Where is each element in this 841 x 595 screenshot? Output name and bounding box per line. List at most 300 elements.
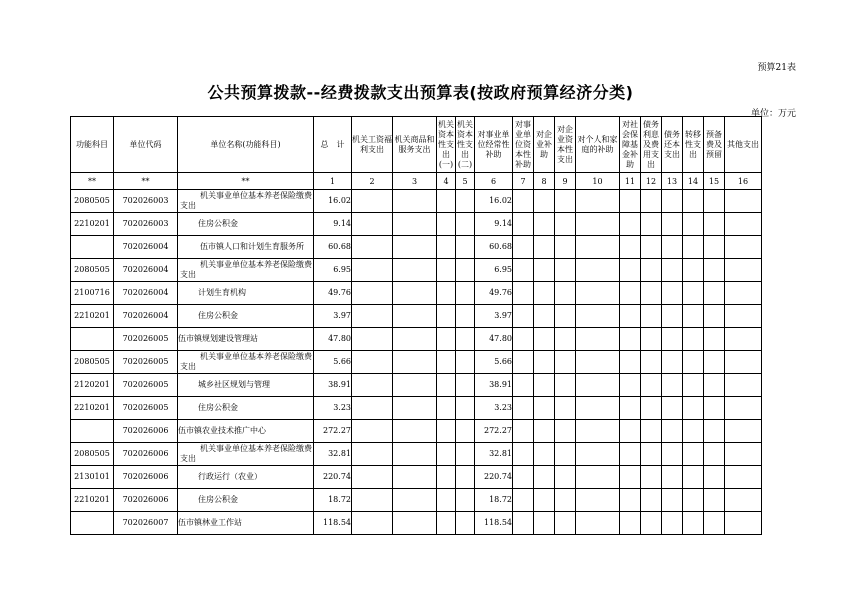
value-cell — [662, 305, 683, 328]
col-header: 对事业单位资本性补助 — [513, 117, 534, 173]
value-cell — [513, 259, 534, 282]
table-row — [71, 443, 762, 466]
value-cell — [534, 190, 555, 213]
index-cell: 7 — [513, 173, 534, 190]
col-header: 机关资本性支出(二) — [456, 117, 475, 173]
value-cell — [620, 328, 641, 351]
value-cell — [555, 397, 576, 420]
col-header: 转移性支出 — [683, 117, 704, 173]
value-cell — [576, 420, 620, 443]
value-cell — [662, 190, 683, 213]
subsidy-cell: 47.80 — [475, 328, 513, 351]
index-cell: 12 — [641, 173, 662, 190]
value-cell — [555, 374, 576, 397]
value-cell — [683, 305, 704, 328]
value-cell — [513, 190, 534, 213]
value-cell — [437, 282, 456, 305]
unit-code-cell: 702026005 — [114, 397, 178, 420]
subsidy-cell: 16.02 — [475, 190, 513, 213]
value-cell — [456, 512, 475, 535]
value-cell — [437, 305, 456, 328]
value-cell — [704, 374, 725, 397]
value-cell — [437, 190, 456, 213]
table-row — [71, 259, 762, 282]
value-cell — [662, 420, 683, 443]
value-cell — [393, 236, 437, 259]
index-cell: 8 — [534, 173, 555, 190]
value-cell — [683, 397, 704, 420]
value-cell — [683, 213, 704, 236]
value-cell — [437, 351, 456, 374]
value-cell — [725, 420, 762, 443]
total-cell: 18.72 — [314, 489, 352, 512]
unit-label: 单位：万元 — [750, 109, 796, 119]
total-cell: 118.54 — [314, 512, 352, 535]
value-cell — [576, 466, 620, 489]
col-header: 机关资本性支出(一) — [437, 117, 456, 173]
value-cell — [576, 374, 620, 397]
value-cell — [513, 466, 534, 489]
value-cell — [437, 259, 456, 282]
value-cell — [513, 328, 534, 351]
value-cell — [704, 213, 725, 236]
value-cell — [662, 397, 683, 420]
value-cell — [555, 236, 576, 259]
total-cell: 6.95 — [314, 259, 352, 282]
value-cell — [513, 489, 534, 512]
col-header: 对企业资本性支出 — [555, 117, 576, 173]
subsidy-cell: 6.95 — [475, 259, 513, 282]
index-cell: 2 — [352, 173, 393, 190]
value-cell — [555, 420, 576, 443]
value-cell — [704, 190, 725, 213]
total-cell: 3.23 — [314, 397, 352, 420]
value-cell — [704, 443, 725, 466]
function-code-cell: 2210201 — [71, 305, 114, 328]
index-cell: 6 — [475, 173, 513, 190]
index-cell: 5 — [456, 173, 475, 190]
value-cell — [513, 397, 534, 420]
col-header: 预备费及预留 — [704, 117, 725, 173]
table-row — [71, 190, 762, 213]
value-cell — [352, 282, 393, 305]
value-cell — [683, 489, 704, 512]
value-cell — [725, 328, 762, 351]
function-code-cell: 2080505 — [71, 351, 114, 374]
value-cell — [393, 282, 437, 305]
value-cell — [641, 213, 662, 236]
unit-code-cell: 702026005 — [114, 351, 178, 374]
value-cell — [456, 351, 475, 374]
value-cell — [352, 259, 393, 282]
value-cell — [437, 420, 456, 443]
value-cell — [576, 443, 620, 466]
value-cell — [662, 236, 683, 259]
table-row — [71, 351, 762, 374]
table-row — [71, 305, 762, 328]
value-cell — [641, 259, 662, 282]
total-cell: 38.91 — [314, 374, 352, 397]
subsidy-cell: 60.68 — [475, 236, 513, 259]
value-cell — [352, 512, 393, 535]
value-cell — [437, 374, 456, 397]
subsidy-cell: 272.27 — [475, 420, 513, 443]
page-title: 公共预算拨款--经费拨款支出预算表(按政府预算经济分类) — [207, 83, 634, 102]
function-code-cell — [71, 236, 114, 259]
value-cell — [576, 489, 620, 512]
value-cell — [437, 443, 456, 466]
value-cell — [662, 443, 683, 466]
value-cell — [576, 397, 620, 420]
value-cell — [662, 259, 683, 282]
value-cell — [456, 282, 475, 305]
col-header: 机关工资福利支出 — [352, 117, 393, 173]
total-cell: 220.74 — [314, 466, 352, 489]
index-cell: 9 — [555, 173, 576, 190]
value-cell — [555, 328, 576, 351]
value-cell — [662, 282, 683, 305]
value-cell — [393, 374, 437, 397]
col-header: 机关商品和服务支出 — [393, 117, 437, 173]
value-cell — [437, 466, 456, 489]
value-cell — [620, 190, 641, 213]
value-cell — [534, 374, 555, 397]
index-cell: 10 — [576, 173, 620, 190]
value-cell — [456, 328, 475, 351]
value-cell — [513, 305, 534, 328]
function-code-cell — [71, 328, 114, 351]
value-cell — [576, 236, 620, 259]
value-cell — [641, 351, 662, 374]
index-row — [71, 173, 762, 190]
table-row — [71, 213, 762, 236]
table-row — [71, 420, 762, 443]
value-cell — [704, 282, 725, 305]
value-cell — [620, 443, 641, 466]
value-cell — [620, 282, 641, 305]
total-cell: 5.66 — [314, 351, 352, 374]
value-cell — [683, 466, 704, 489]
index-cell: 14 — [683, 173, 704, 190]
value-cell — [513, 213, 534, 236]
value-cell — [513, 443, 534, 466]
subsidy-cell: 18.72 — [475, 489, 513, 512]
value-cell — [437, 328, 456, 351]
value-cell — [641, 397, 662, 420]
value-cell — [456, 190, 475, 213]
value-cell — [393, 213, 437, 236]
col-header: 债务利息及费用支出 — [641, 117, 662, 173]
value-cell — [393, 466, 437, 489]
unit-name-cell: 住房公积金 — [178, 397, 314, 420]
index-cell: 4 — [437, 173, 456, 190]
value-cell — [725, 190, 762, 213]
value-cell — [534, 420, 555, 443]
unit-code-cell: 702026006 — [114, 420, 178, 443]
value-cell — [662, 489, 683, 512]
unit-code-cell: 702026006 — [114, 443, 178, 466]
value-cell — [576, 328, 620, 351]
value-cell — [534, 351, 555, 374]
value-cell — [725, 489, 762, 512]
value-cell — [352, 328, 393, 351]
value-cell — [662, 213, 683, 236]
unit-name-cell: 住房公积金 — [178, 489, 314, 512]
index-cell: 11 — [620, 173, 641, 190]
value-cell — [725, 213, 762, 236]
col-header: 总 计 — [314, 117, 352, 173]
value-cell — [725, 443, 762, 466]
function-code-cell: 2080505 — [71, 259, 114, 282]
value-cell — [641, 305, 662, 328]
function-code-cell: 2130101 — [71, 466, 114, 489]
unit-code-cell: 702026004 — [114, 305, 178, 328]
value-cell — [620, 512, 641, 535]
col-header: 对社会保障基金补助 — [620, 117, 641, 173]
value-cell — [725, 305, 762, 328]
value-cell — [393, 190, 437, 213]
value-cell — [620, 374, 641, 397]
value-cell — [704, 328, 725, 351]
value-cell — [662, 351, 683, 374]
value-cell — [576, 259, 620, 282]
value-cell — [704, 259, 725, 282]
table-row — [71, 236, 762, 259]
table-row — [71, 282, 762, 305]
value-cell — [641, 236, 662, 259]
unit-code-cell: 702026005 — [114, 374, 178, 397]
col-header: 单位代码 — [114, 117, 178, 173]
form-number: 预算21表 — [757, 63, 796, 73]
value-cell — [513, 420, 534, 443]
unit-name-cell: 计划生育机构 — [178, 282, 314, 305]
header-row — [71, 117, 762, 173]
value-cell — [662, 512, 683, 535]
subsidy-cell: 5.66 — [475, 351, 513, 374]
unit-code-cell: 702026006 — [114, 466, 178, 489]
value-cell — [641, 374, 662, 397]
index-cell: ** — [71, 173, 114, 190]
value-cell — [456, 236, 475, 259]
value-cell — [620, 259, 641, 282]
unit-name-cell: 城乡社区规划与管理 — [178, 374, 314, 397]
subsidy-cell: 220.74 — [475, 466, 513, 489]
value-cell — [662, 374, 683, 397]
subsidy-cell: 3.23 — [475, 397, 513, 420]
value-cell — [534, 489, 555, 512]
col-header: 功能科目 — [71, 117, 114, 173]
function-code-cell: 2080505 — [71, 190, 114, 213]
value-cell — [620, 466, 641, 489]
subsidy-cell: 32.81 — [475, 443, 513, 466]
index-cell: ** — [114, 173, 178, 190]
function-code-cell: 2210201 — [71, 489, 114, 512]
table-row — [71, 397, 762, 420]
value-cell — [437, 397, 456, 420]
function-code-cell — [71, 512, 114, 535]
unit-name-cell: 机关事业单位基本养老保险缴费支出 — [178, 190, 314, 213]
value-cell — [352, 351, 393, 374]
value-cell — [513, 374, 534, 397]
value-cell — [456, 420, 475, 443]
value-cell — [662, 328, 683, 351]
total-cell: 3.97 — [314, 305, 352, 328]
value-cell — [437, 489, 456, 512]
unit-code-cell: 702026004 — [114, 282, 178, 305]
value-cell — [555, 213, 576, 236]
value-cell — [513, 282, 534, 305]
value-cell — [725, 466, 762, 489]
value-cell — [683, 259, 704, 282]
index-cell: 3 — [393, 173, 437, 190]
index-cell: 1 — [314, 173, 352, 190]
total-cell: 49.76 — [314, 282, 352, 305]
value-cell — [437, 512, 456, 535]
value-cell — [620, 397, 641, 420]
value-cell — [534, 397, 555, 420]
value-cell — [352, 374, 393, 397]
function-code-cell: 2210201 — [71, 397, 114, 420]
unit-name-cell: 伍市镇林业工作站 — [178, 512, 314, 535]
value-cell — [393, 305, 437, 328]
table-row — [71, 374, 762, 397]
value-cell — [534, 213, 555, 236]
value-cell — [641, 443, 662, 466]
total-cell: 32.81 — [314, 443, 352, 466]
budget-table — [70, 116, 762, 535]
value-cell — [456, 374, 475, 397]
col-header: 其他支出 — [725, 117, 762, 173]
value-cell — [437, 213, 456, 236]
value-cell — [393, 397, 437, 420]
table-row — [71, 489, 762, 512]
value-cell — [352, 420, 393, 443]
value-cell — [576, 213, 620, 236]
value-cell — [456, 443, 475, 466]
value-cell — [725, 236, 762, 259]
value-cell — [555, 466, 576, 489]
value-cell — [393, 489, 437, 512]
value-cell — [620, 305, 641, 328]
value-cell — [555, 282, 576, 305]
value-cell — [725, 397, 762, 420]
value-cell — [725, 282, 762, 305]
index-cell: 13 — [662, 173, 683, 190]
unit-name-cell: 机关事业单位基本养老保险缴费支出 — [178, 351, 314, 374]
value-cell — [704, 236, 725, 259]
value-cell — [456, 489, 475, 512]
value-cell — [555, 259, 576, 282]
value-cell — [534, 443, 555, 466]
value-cell — [620, 213, 641, 236]
value-cell — [620, 236, 641, 259]
value-cell — [352, 190, 393, 213]
table-row — [71, 328, 762, 351]
value-cell — [555, 443, 576, 466]
value-cell — [683, 420, 704, 443]
value-cell — [437, 236, 456, 259]
value-cell — [683, 374, 704, 397]
value-cell — [352, 236, 393, 259]
col-header: 对企业补助 — [534, 117, 555, 173]
value-cell — [641, 489, 662, 512]
unit-name-cell: 行政运行（农业） — [178, 466, 314, 489]
unit-code-cell: 702026004 — [114, 236, 178, 259]
value-cell — [725, 374, 762, 397]
function-code-cell: 2210201 — [71, 213, 114, 236]
value-cell — [725, 259, 762, 282]
unit-name-cell: 机关事业单位基本养老保险缴费支出 — [178, 259, 314, 282]
value-cell — [576, 512, 620, 535]
value-cell — [683, 328, 704, 351]
value-cell — [534, 466, 555, 489]
subsidy-cell: 38.91 — [475, 374, 513, 397]
value-cell — [393, 351, 437, 374]
value-cell — [704, 420, 725, 443]
total-cell: 47.80 — [314, 328, 352, 351]
value-cell — [555, 351, 576, 374]
unit-name-cell: 伍市镇规划建设管理站 — [178, 328, 314, 351]
value-cell — [704, 512, 725, 535]
col-header: 对事业单位经常性补助 — [475, 117, 513, 173]
value-cell — [513, 512, 534, 535]
unit-name-cell: 住房公积金 — [178, 213, 314, 236]
value-cell — [393, 443, 437, 466]
value-cell — [620, 489, 641, 512]
value-cell — [704, 397, 725, 420]
total-cell: 272.27 — [314, 420, 352, 443]
value-cell — [725, 512, 762, 535]
unit-name-cell: 机关事业单位基本养老保险缴费支出 — [178, 443, 314, 466]
unit-code-cell: 702026006 — [114, 489, 178, 512]
value-cell — [641, 466, 662, 489]
value-cell — [555, 305, 576, 328]
unit-name-cell: 伍市镇人口和计划生育服务所 — [178, 236, 314, 259]
value-cell — [456, 305, 475, 328]
function-code-cell — [71, 420, 114, 443]
value-cell — [576, 190, 620, 213]
value-cell — [513, 236, 534, 259]
value-cell — [513, 351, 534, 374]
col-header: 单位名称(功能科目) — [178, 117, 314, 173]
value-cell — [683, 190, 704, 213]
value-cell — [683, 282, 704, 305]
total-cell: 16.02 — [314, 190, 352, 213]
value-cell — [352, 397, 393, 420]
subsidy-cell: 118.54 — [475, 512, 513, 535]
value-cell — [393, 328, 437, 351]
index-cell: ** — [178, 173, 314, 190]
value-cell — [534, 236, 555, 259]
unit-name-cell: 伍市镇农业技术推广中心 — [178, 420, 314, 443]
value-cell — [352, 489, 393, 512]
value-cell — [534, 512, 555, 535]
value-cell — [352, 443, 393, 466]
value-cell — [352, 305, 393, 328]
value-cell — [555, 489, 576, 512]
value-cell — [534, 305, 555, 328]
value-cell — [662, 466, 683, 489]
table-row — [71, 466, 762, 489]
total-cell: 60.68 — [314, 236, 352, 259]
function-code-cell: 2080505 — [71, 443, 114, 466]
value-cell — [576, 305, 620, 328]
unit-code-cell: 702026004 — [114, 259, 178, 282]
value-cell — [683, 351, 704, 374]
value-cell — [456, 397, 475, 420]
unit-code-cell: 702026007 — [114, 512, 178, 535]
value-cell — [456, 259, 475, 282]
